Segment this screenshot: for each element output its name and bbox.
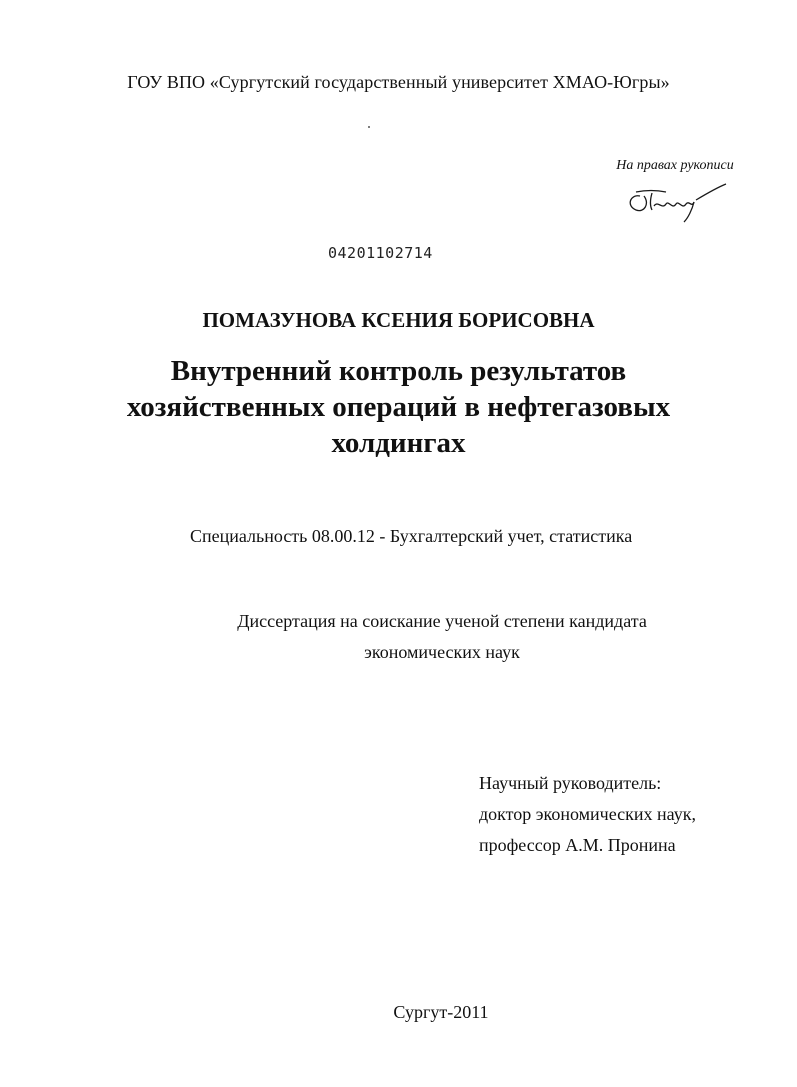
author-name: ПОМАЗУНОВА КСЕНИЯ БОРИСОВНА <box>202 308 595 332</box>
institution-name: ГОУ ВПО «Сургутский государственный университет ХМАО-Югры» <box>127 72 670 92</box>
title-line: хозяйственных операций в нефтегазовых <box>126 391 671 423</box>
document-number: 04201102714 <box>328 244 433 262</box>
scan-speck <box>368 126 370 128</box>
degree-line: Диссертация на соискание ученой степени кандидата <box>237 611 647 631</box>
supervisor-block <box>479 768 696 861</box>
specialty-line: Специальность 08.00.12 - Бухгалтерский учет, статистика <box>190 526 633 546</box>
supervisor-line: Научный руководитель: <box>479 773 662 793</box>
dissertation-title <box>0 353 797 461</box>
supervisor-line: профессор А.М. Пронина <box>479 835 676 855</box>
place-and-year: Сургут-2011 <box>393 1002 489 1022</box>
supervisor-line: доктор экономических наук, <box>479 804 696 824</box>
title-line: Внутренний контроль результатов <box>170 355 627 387</box>
title-line: холдингах <box>331 427 466 459</box>
handwritten-signature <box>622 180 732 224</box>
degree-line: экономических наук <box>364 642 520 662</box>
dissertation-degree <box>0 606 797 668</box>
manuscript-rights-note: На правах рукописи <box>616 158 734 173</box>
